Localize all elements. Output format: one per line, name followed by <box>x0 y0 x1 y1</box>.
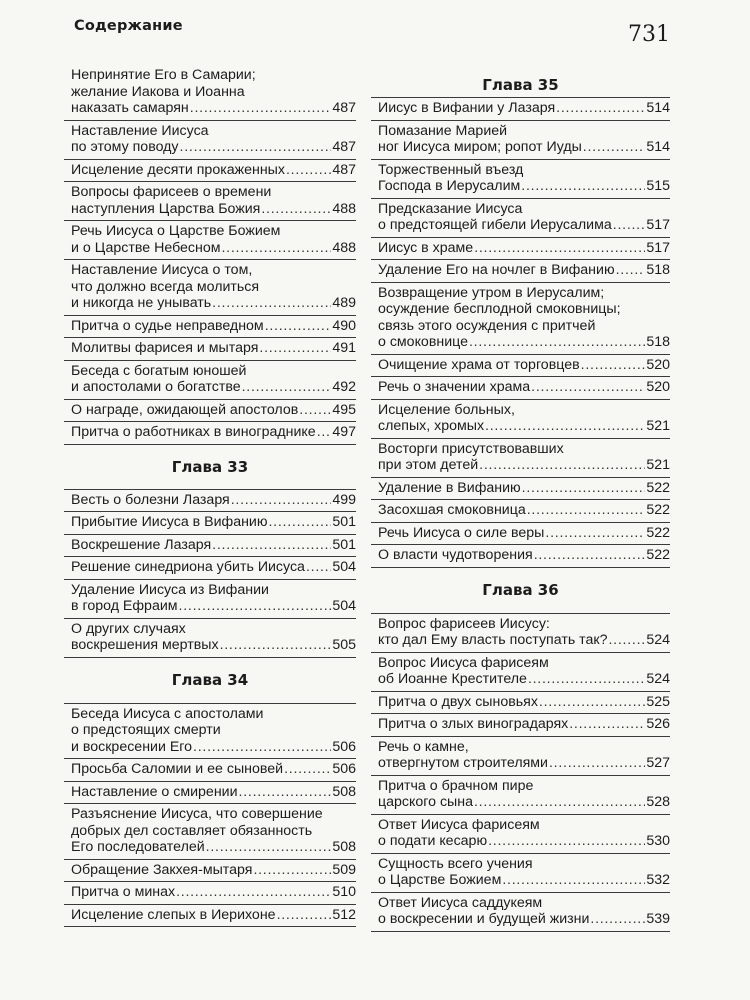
chapter-heading-text: Глава 36 <box>482 581 559 599</box>
toc-entry-title-line: Сущность всего учения <box>378 855 533 872</box>
toc-entry-page-number: 504 <box>332 559 356 575</box>
toc-entry-page-number: 504 <box>332 598 356 614</box>
toc-entry[interactable] <box>64 557 356 580</box>
toc-entry-page-number: 495 <box>332 401 356 418</box>
dot-leader <box>239 784 332 801</box>
toc-right-column <box>371 73 670 932</box>
dot-leader <box>253 862 331 879</box>
toc-entry[interactable] <box>371 199 670 238</box>
dot-leader <box>469 334 645 351</box>
dot-leader <box>222 240 332 257</box>
toc-entry-title-line: об Иоанне Крестителе <box>378 671 527 687</box>
toc-entry-title-line: Притча о злых виноградарях <box>378 716 569 732</box>
dot-leader <box>569 716 645 733</box>
toc-entry-title-line: связь этого осуждения с притчей <box>378 317 596 334</box>
dot-leader <box>212 295 331 312</box>
toc-entry-title-line: О власти чудотворения <box>378 547 533 563</box>
toc-entry[interactable] <box>371 523 670 546</box>
toc-entry[interactable] <box>371 121 670 160</box>
toc-entry-title-line: Притча о работниках в винограднике <box>71 424 316 440</box>
toc-entry[interactable] <box>371 737 670 776</box>
dot-leader <box>522 480 646 497</box>
toc-entry[interactable] <box>64 860 356 883</box>
toc-entry-title-line: Решение синедриона убить Иисуса <box>71 559 305 575</box>
toc-entry-page-number: 526 <box>646 716 670 732</box>
toc-entry-page-number: 487 <box>332 139 356 155</box>
toc-entry-page-number: 488 <box>332 239 356 256</box>
toc-entry[interactable] <box>64 804 356 860</box>
toc-entry-title-line: Наставление Иисуса <box>71 122 209 139</box>
chapter-heading-text: Глава 35 <box>482 76 559 94</box>
toc-entry-title-line: ног Иисуса миром; ропот Иуды <box>378 139 582 155</box>
dot-leader <box>206 839 332 856</box>
toc-entry-title-line: Предсказание Иисуса <box>378 200 523 217</box>
toc-entry[interactable] <box>371 98 670 121</box>
dot-leader <box>180 139 332 156</box>
dot-leader <box>261 201 331 218</box>
toc-entry-page-number: 515 <box>646 178 670 194</box>
toc-entry-page-number: 522 <box>646 547 670 563</box>
toc-entry-title-line: кто дал Ему власть поступать так? <box>378 632 608 648</box>
toc-entry-page-number: 514 <box>646 100 670 116</box>
toc-entry[interactable] <box>64 260 356 316</box>
toc-entry-page-number: 492 <box>332 379 356 395</box>
toc-entry-title-line: о воскресении и будущей жизни <box>378 911 590 927</box>
toc-entry-title-line: Притча о брачном пире <box>378 777 534 794</box>
dot-leader <box>474 794 645 811</box>
toc-entry-page-number: 506 <box>332 738 356 755</box>
toc-entry[interactable] <box>64 400 356 423</box>
toc-entry[interactable] <box>64 619 356 658</box>
dot-leader <box>502 872 645 889</box>
dot-leader <box>179 598 332 615</box>
toc-entry-page-number: 517 <box>646 217 670 233</box>
toc-entry[interactable] <box>371 160 670 199</box>
toc-entry[interactable] <box>64 65 356 121</box>
toc-entry-title-line: Помазание Марией <box>378 122 508 139</box>
toc-entry-page-number: 487 <box>332 100 356 116</box>
toc-entry-title-line: о Царстве Божием <box>378 872 502 888</box>
toc-entry[interactable] <box>64 704 356 760</box>
toc-entry[interactable] <box>371 692 670 715</box>
toc-entry-title-line: и апостолами о богатстве <box>71 379 241 395</box>
toc-entry-title-line: Вопросы фарисеев о времени <box>71 184 272 200</box>
toc-entry-page-number: 525 <box>646 693 670 710</box>
toc-entry-page-number: 530 <box>646 833 670 849</box>
toc-entry-title-line: Очищение храма от торговцев <box>378 356 580 373</box>
toc-entry-title-line: и никогда не унывать <box>71 295 212 311</box>
toc-entry[interactable] <box>371 439 670 478</box>
dot-leader <box>581 357 646 374</box>
toc-entry-title-line: Прибытие Иисуса в Вифанию <box>71 514 268 530</box>
toc-entry-page-number: 505 <box>332 637 356 653</box>
chapter-heading <box>64 445 356 490</box>
toc-entry-title-line: Удаление Иисуса из Вифании <box>71 581 269 598</box>
toc-entry-page-number: 497 <box>332 424 356 440</box>
dot-leader <box>534 547 646 564</box>
toc-entry[interactable] <box>371 478 670 501</box>
dot-leader <box>265 318 332 335</box>
toc-entry[interactable] <box>64 905 356 928</box>
toc-entry-page-number: 509 <box>332 861 356 878</box>
toc-entry[interactable] <box>371 854 670 893</box>
dot-leader <box>521 178 645 195</box>
toc-entry[interactable] <box>371 238 670 261</box>
toc-entry[interactable] <box>64 121 356 160</box>
toc-entry[interactable] <box>371 776 670 815</box>
toc-entry-page-number: 527 <box>646 755 670 771</box>
toc-entry[interactable] <box>64 882 356 905</box>
toc-entry-title-line: осуждение бесплодной смоковницы; <box>378 301 621 317</box>
chapter-heading <box>371 568 670 614</box>
toc-entry-page-number: 489 <box>332 295 356 311</box>
toc-entry-title-line: желание Иакова и Иоанна <box>71 83 245 100</box>
toc-entry-title-line: Исцеление слепых в Иерихоне <box>71 906 276 923</box>
toc-entry-title-line: Разъяснение Иисуса, что совершение <box>71 806 323 822</box>
toc-entry[interactable] <box>64 338 356 361</box>
toc-entry[interactable] <box>371 500 670 523</box>
toc-entry-title-line: Засохшая смоковница <box>378 502 526 518</box>
toc-entry-page-number: 520 <box>646 356 670 373</box>
chapter-heading-text: Глава 34 <box>171 671 249 689</box>
dot-leader <box>488 833 645 850</box>
dot-leader <box>212 537 331 554</box>
dot-leader <box>193 739 331 756</box>
dot-leader <box>616 262 646 279</box>
toc-entry-title-line: Вопрос фарисеев Иисусу: <box>378 615 550 632</box>
toc-entry-title-line: Молитвы фарисея и мытаря <box>71 340 259 356</box>
chapter-heading <box>371 73 670 98</box>
toc-entry-title-line: что должно всегда молиться <box>71 278 260 295</box>
toc-entry-title-line: Беседа с богатым юношей <box>71 362 247 379</box>
dot-leader <box>277 907 332 924</box>
toc-entry[interactable] <box>64 316 356 339</box>
toc-entry[interactable] <box>371 714 670 737</box>
dot-leader <box>583 139 646 156</box>
toc-entry-title-line: Удаление в Вифанию <box>378 479 521 496</box>
dot-leader <box>306 559 331 576</box>
toc-entry-title-line: Иисус в Вифании у Лазаря <box>378 100 556 116</box>
toc-entry-title-line: Вопрос Иисуса фарисеям <box>378 654 549 671</box>
toc-entry-title-line: Господа в Иерусалим <box>378 178 521 194</box>
toc-entry[interactable] <box>371 545 670 568</box>
toc-entry-title-line: воскрешения мертвых <box>71 637 219 653</box>
toc-entry-title-line: Просьба Саломии и ее сыновей <box>71 761 284 777</box>
toc-entry-page-number: 520 <box>646 379 670 395</box>
page-header-title: Содержание <box>74 18 183 34</box>
toc-entry-title-line: Речь о значении храма <box>378 379 531 395</box>
toc-entry-title-line: отвергнутом строителями <box>378 755 548 771</box>
toc-entry-page-number: 490 <box>332 317 356 334</box>
toc-entry-title-line: Иисус в храме <box>378 239 474 256</box>
toc-entry-title-line: Воскрешение Лазаря <box>71 536 212 553</box>
dot-leader <box>286 162 331 179</box>
toc-entry-page-number: 508 <box>332 783 356 800</box>
toc-entry[interactable] <box>371 283 670 355</box>
toc-entry-title-line: Притча о минах <box>71 884 176 900</box>
dot-leader <box>474 240 645 257</box>
toc-entry-title-line: при этом детей <box>378 457 479 473</box>
toc-entry-title-line: Наставление Иисуса о том, <box>71 262 253 278</box>
toc-entry[interactable] <box>64 512 356 535</box>
toc-entry-page-number: 524 <box>646 632 670 648</box>
toc-entry-page-number: 499 <box>332 491 356 508</box>
toc-entry-title-line: Удаление Его на ночлег в Вифанию <box>378 262 615 278</box>
toc-entry[interactable] <box>64 422 356 445</box>
dot-leader <box>259 340 331 357</box>
dot-leader <box>613 217 646 234</box>
toc-entry-title-line: Обращение Закхея-мытаря <box>71 861 253 878</box>
toc-entry-title-line: Притча о двух сыновьях <box>378 693 538 710</box>
toc-entry-title-line: и о Царстве Небесном <box>71 239 221 256</box>
dot-leader <box>608 632 645 649</box>
toc-entry-title-line: Ответ Иисуса фарисеям <box>378 816 540 833</box>
toc-entry-title-line: Ответ Иисуса саддукеям <box>378 894 543 911</box>
dot-leader <box>556 100 645 117</box>
chapter-heading-text: Глава 33 <box>171 457 249 476</box>
toc-entry[interactable] <box>64 182 356 221</box>
dot-leader <box>539 694 645 711</box>
toc-entry-title-line: наступления Царства Божия <box>71 200 261 217</box>
dot-leader <box>545 525 645 542</box>
toc-entry-title-line: добрых дел составляет обязанность <box>71 822 313 839</box>
toc-entry[interactable] <box>64 490 356 513</box>
toc-entry[interactable] <box>371 815 670 854</box>
dot-leader <box>284 761 331 778</box>
dot-leader <box>531 379 645 396</box>
toc-entry-title-line: царского сына <box>378 794 473 810</box>
toc-entry-title-line: о подати кесарю <box>378 833 488 849</box>
dot-leader <box>528 671 645 688</box>
toc-entry-title-line: Речь о камне, <box>378 738 469 755</box>
toc-entry[interactable] <box>64 160 356 183</box>
dot-leader <box>299 402 331 419</box>
toc-entry-page-number: 514 <box>646 139 670 155</box>
toc-entry-title-line: по этому поводу <box>71 139 179 155</box>
toc-entry-title-line: Притча о судье неправедном <box>71 317 264 334</box>
toc-entry-title-line: в город Ефраим <box>71 598 178 614</box>
toc-entry-title-line: Торжественный въезд <box>378 161 524 178</box>
toc-entry-page-number: 521 <box>646 457 670 473</box>
toc-entry-page-number: 522 <box>646 479 670 496</box>
toc-entry-page-number: 532 <box>646 872 670 888</box>
toc-entry-page-number: 518 <box>646 334 670 350</box>
toc-entry-title-line: наказать самарян <box>71 100 189 116</box>
toc-entry-title-line: Исцеление больных, <box>378 401 515 418</box>
toc-entry-title-line: о смоковнице <box>378 334 468 350</box>
toc-entry-title-line: Его последователей <box>71 839 205 855</box>
toc-entry[interactable] <box>371 377 670 400</box>
toc-entry-title-line: о предстоящих смерти <box>71 722 221 738</box>
toc-entry[interactable] <box>371 614 670 653</box>
toc-entry-title-line: Наставление о смирении <box>71 783 238 800</box>
toc-entry[interactable] <box>64 759 356 782</box>
toc-entry[interactable] <box>371 653 670 692</box>
toc-entry-page-number: 488 <box>332 200 356 217</box>
toc-entry-page-number: 501 <box>332 514 356 530</box>
toc-entry-title-line: Непринятие Его в Самарии; <box>71 67 256 83</box>
toc-entry-page-number: 501 <box>332 536 356 553</box>
toc-entry-page-number: 518 <box>646 262 670 278</box>
dot-leader <box>269 514 332 531</box>
chapter-heading <box>64 658 356 704</box>
toc-entry-title-line: О других случаях <box>71 620 186 637</box>
toc-entry-page-number: 508 <box>332 839 356 855</box>
toc-entry-page-number: 528 <box>646 794 670 810</box>
toc-entry[interactable] <box>64 361 356 400</box>
toc-entry[interactable] <box>64 580 356 619</box>
toc-entry-title-line: о предстоящей гибели Иерусалима <box>378 217 612 233</box>
toc-left-column <box>64 65 356 927</box>
toc-entry[interactable] <box>371 260 670 283</box>
toc-entry-page-number: 522 <box>646 524 670 541</box>
page-number: 731 <box>628 22 670 47</box>
toc-entry-title-line: Речь Иисуса о силе веры <box>378 524 545 541</box>
toc-entry-title-line: Весть о болезни Лазаря <box>71 491 230 508</box>
toc-entry-title-line: Возвращение утром в Иерусалим; <box>378 284 605 301</box>
toc-entry[interactable] <box>371 893 670 932</box>
toc-entry-page-number: 539 <box>646 911 670 927</box>
dot-leader <box>479 457 645 474</box>
toc-entry[interactable] <box>64 221 356 260</box>
dot-leader <box>190 100 332 117</box>
dot-leader <box>527 502 646 519</box>
dot-leader <box>176 884 331 901</box>
toc-entry-page-number: 510 <box>332 884 356 900</box>
toc-entry-page-number: 491 <box>332 340 356 356</box>
toc-entry[interactable] <box>371 355 670 378</box>
toc-entry-title-line: Исцеление десяти прокаженных <box>71 161 285 178</box>
dot-leader <box>485 418 645 435</box>
dot-leader <box>220 637 332 654</box>
toc-entry-page-number: 506 <box>332 761 356 777</box>
dot-leader <box>231 492 332 509</box>
toc-entry-page-number: 517 <box>646 239 670 256</box>
toc-entry-title-line: Беседа Иисуса с апостолами <box>71 705 264 722</box>
toc-entry-page-number: 487 <box>332 161 356 178</box>
toc-entry-title-line: Восторги присутствовавших <box>378 440 564 457</box>
dot-leader <box>242 379 332 396</box>
dot-leader <box>549 755 645 772</box>
toc-entry-title-line: слепых, хромых <box>378 418 485 434</box>
toc-entry[interactable] <box>64 535 356 558</box>
toc-entry-title-line: и воскресении Его <box>71 738 193 755</box>
dot-leader <box>590 911 645 928</box>
toc-entry-title-line: Речь Иисуса о Царстве Божием <box>71 223 281 239</box>
toc-entry-page-number: 524 <box>646 671 670 687</box>
toc-entry-title-line: О награде, ожидающей апостолов <box>71 401 299 418</box>
toc-entry[interactable] <box>64 782 356 805</box>
toc-entry[interactable] <box>371 400 670 439</box>
toc-entry-page-number: 522 <box>646 502 670 518</box>
toc-entry-page-number: 521 <box>646 418 670 434</box>
toc-entry-page-number: 512 <box>332 906 356 923</box>
dot-leader <box>317 424 332 441</box>
